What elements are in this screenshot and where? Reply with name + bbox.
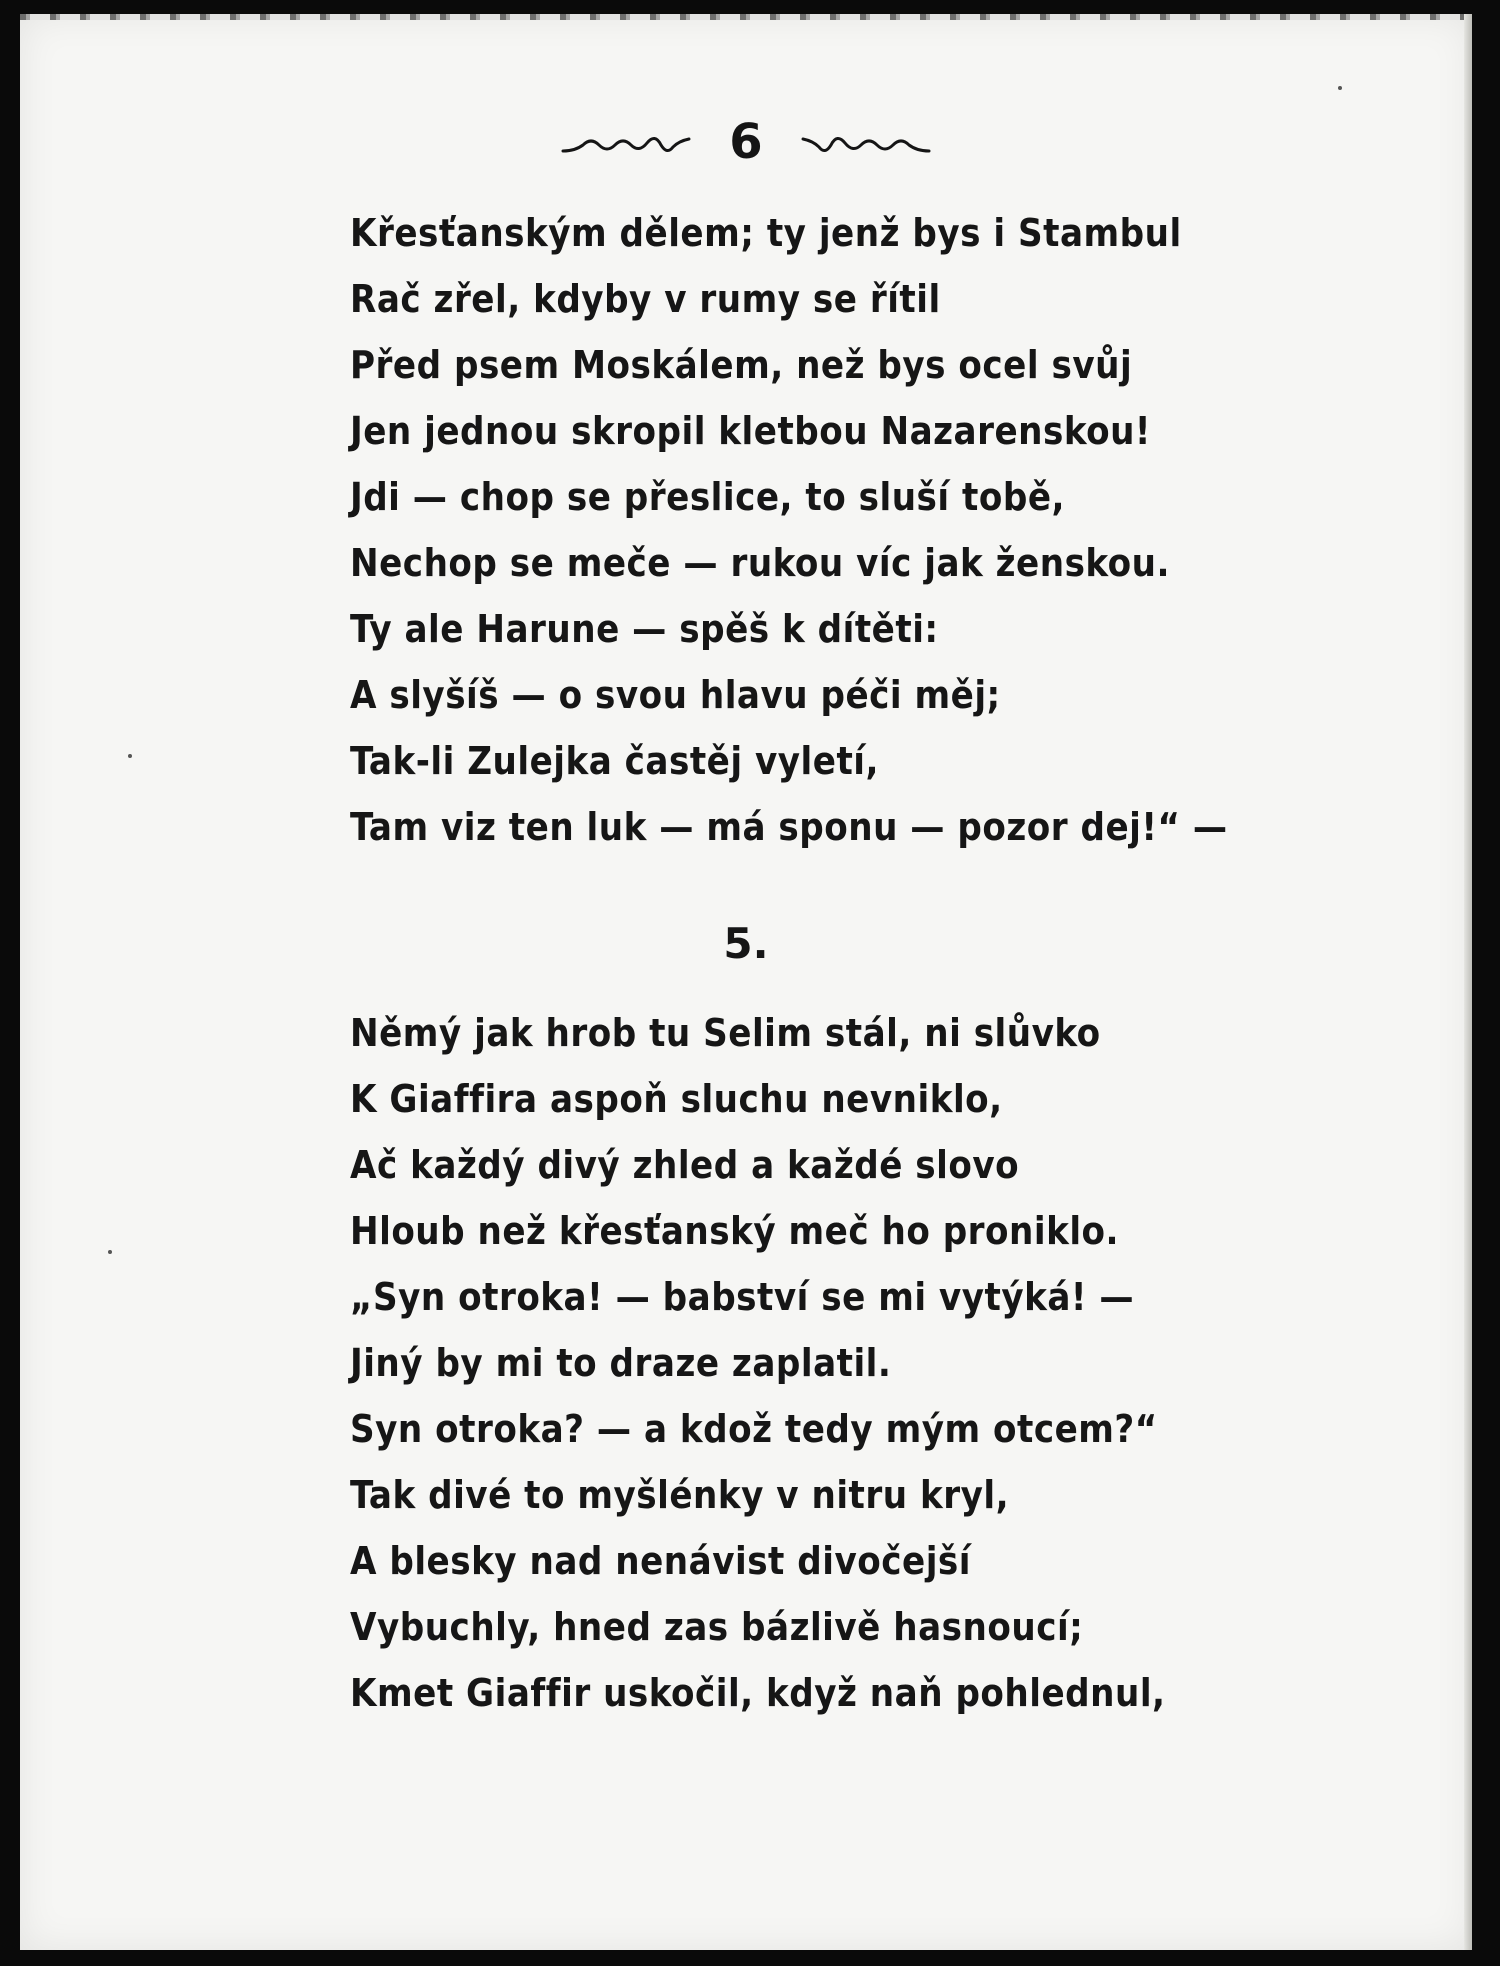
verse-line: Tak-li Zulejka častěj vyletí, (350, 739, 879, 783)
verse-line: Rač zřel, kdyby v rumy se řítil (350, 277, 941, 321)
left-flourish-icon (561, 131, 691, 161)
verse-line: K Giaffira aspoň sluchu nevniklo, (350, 1077, 1003, 1121)
verse-line: Hloub než křesťanský meč ho proniklo. (350, 1209, 1119, 1253)
verse-line: Ač každý divý zhled a každé slovo (350, 1143, 1020, 1187)
verse-line: A slyšíš — o svou hlavu péči měj; (350, 673, 1001, 717)
verse-line: Jdi — chop se přeslice, to sluší tobě, (350, 475, 1066, 519)
verse-line: Syn otroka? — a kdož tedy mým otcem?“ (350, 1407, 1158, 1451)
verse-line: Vybuchly, hned zas bázlivě hasnoucí; (350, 1605, 1084, 1649)
verse-line: Kmet Giaffir uskočil, když naň pohlednul, (350, 1671, 1166, 1715)
page-header (20, 110, 1472, 174)
verse-line: Nechop se meče — rukou víc jak ženskou. (350, 541, 1170, 585)
stanza-1 (350, 200, 1228, 860)
verse-line: Jen jednou skropil kletbou Nazarenskou! (350, 409, 1152, 453)
verse-line: A blesky nad nenávist divočejší (350, 1539, 971, 1583)
book-page (20, 14, 1472, 1950)
section-number: 5. (723, 919, 769, 968)
paper-speck (108, 1250, 112, 1254)
verse-line: Křesťanským dělem; ty jenž bys i Stambul (350, 211, 1182, 255)
verse-line: Tak divé to myšlénky v nitru kryl, (350, 1473, 1010, 1517)
page-top-edge (20, 14, 1472, 20)
verse-line: Jiný by mi to draze zaplatil. (350, 1341, 892, 1385)
verse-line: Němý jak hrob tu Selim stál, ni slůvko (350, 1011, 1101, 1055)
right-flourish-icon (801, 131, 931, 161)
paper-speck (1338, 86, 1342, 90)
stanza-2 (350, 1000, 1166, 1726)
page-number: 6 (729, 114, 763, 170)
verse-line: Ty ale Harune — spěš k dítěti: (350, 607, 939, 651)
verse-line: Před psem Moskálem, než bys ocel svůj (350, 343, 1133, 387)
paper-speck (128, 754, 132, 758)
verse-line: Tam viz ten luk — má sponu — pozor dej!“ — (350, 805, 1228, 849)
page-right-edge (1464, 14, 1472, 1950)
verse-line: „Syn otroka! — babství se mi vytýká! — (350, 1275, 1135, 1319)
